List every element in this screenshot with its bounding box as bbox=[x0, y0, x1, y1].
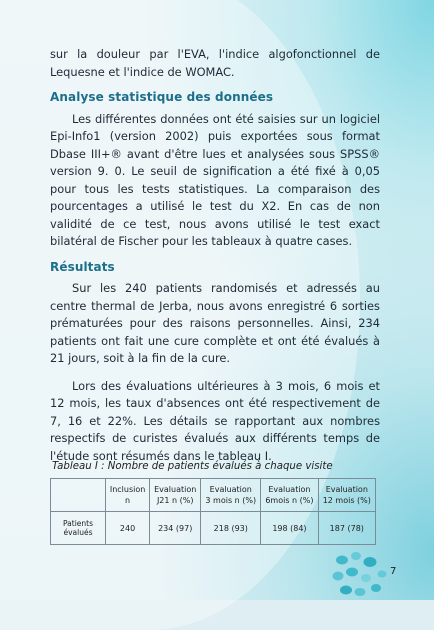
intro-paragraph: sur la douleur par l'EVA, l'indice algofonctionnel de Lequesne et l'indice de WOMAC. bbox=[50, 47, 380, 79]
header-line: Evaluation bbox=[154, 485, 197, 494]
decorative-pebbles bbox=[330, 548, 430, 600]
row-label-line: évalués bbox=[63, 528, 93, 537]
header-line: Evaluation bbox=[268, 485, 311, 494]
stats-paragraph: Les différentes données ont été saisies sur un logiciel Epi-Info1 (version 2002) puis exportées sous format Dbase III+® avant d'être lues et analysées sous SPSS® version 9. 0. Le seuil de signification a été fixé à 0,05 pour tous les tests statistiques. La comparaison des pourcentages a utilisé le test du X2. En cas de non validité de ce test, nous avons utilisé le test exact bilatéral de Fischer pour les tableaux à quatre cases. bbox=[50, 111, 380, 248]
header-6-mois bbox=[261, 479, 318, 512]
document-body bbox=[50, 46, 380, 465]
header-line: Inclusion bbox=[109, 485, 146, 494]
header-12-mois bbox=[318, 479, 375, 512]
results-heading: Résultats bbox=[50, 259, 115, 274]
table-corner-cell bbox=[51, 479, 106, 512]
cell-12-mois: 187 (78) bbox=[318, 512, 375, 545]
stats-heading: Analyse statistique des données bbox=[50, 90, 274, 104]
page-number: 7 bbox=[390, 566, 397, 577]
header-line: J21 n (%) bbox=[156, 496, 194, 505]
header-line: 3 mois n (%) bbox=[205, 496, 257, 505]
header-line: Evaluation bbox=[325, 485, 368, 494]
cell-6-mois: 198 (84) bbox=[261, 512, 318, 545]
results-paragraph-1: Sur les 240 patients randomisés et adressés au centre thermal de Jerba, nous avons enregistré 6 sorties prématurées pour des raisons personnelles. Ainsi, 234 patients ont fait une cure complète et ont été évalués à 21 jours, soit à la fin de la cure. bbox=[50, 281, 380, 365]
header-line: n bbox=[125, 496, 131, 505]
cell-j21: 234 (97) bbox=[150, 512, 201, 545]
header-j21 bbox=[150, 479, 201, 512]
results-table bbox=[50, 478, 376, 545]
row-label-line: Patients bbox=[62, 519, 94, 528]
cell-inclusion: 240 bbox=[106, 512, 150, 545]
cell-3-mois: 218 (93) bbox=[201, 512, 261, 545]
table-row bbox=[51, 512, 376, 545]
row-label bbox=[51, 512, 106, 545]
table-header-row bbox=[51, 479, 376, 512]
header-line: 12 mois (%) bbox=[322, 496, 371, 505]
header-line: Evaluation bbox=[209, 485, 252, 494]
table-caption: Tableau I : Nombre de patients évalués à chaque visite bbox=[52, 461, 333, 472]
header-3-mois bbox=[201, 479, 261, 512]
results-paragraph-2: Lors des évaluations ultérieures à 3 mois, 6 mois et 12 mois, les taux d'absences ont été respectivement de 7, 16 et 22%. Les détails se rapportant aux nombres respectifs de curistes évalués aux différents temps de l'étude sont résumés dans le tableau I. bbox=[50, 378, 380, 463]
header-line: 6mois n (%) bbox=[265, 496, 314, 505]
header-inclusion bbox=[106, 479, 150, 512]
